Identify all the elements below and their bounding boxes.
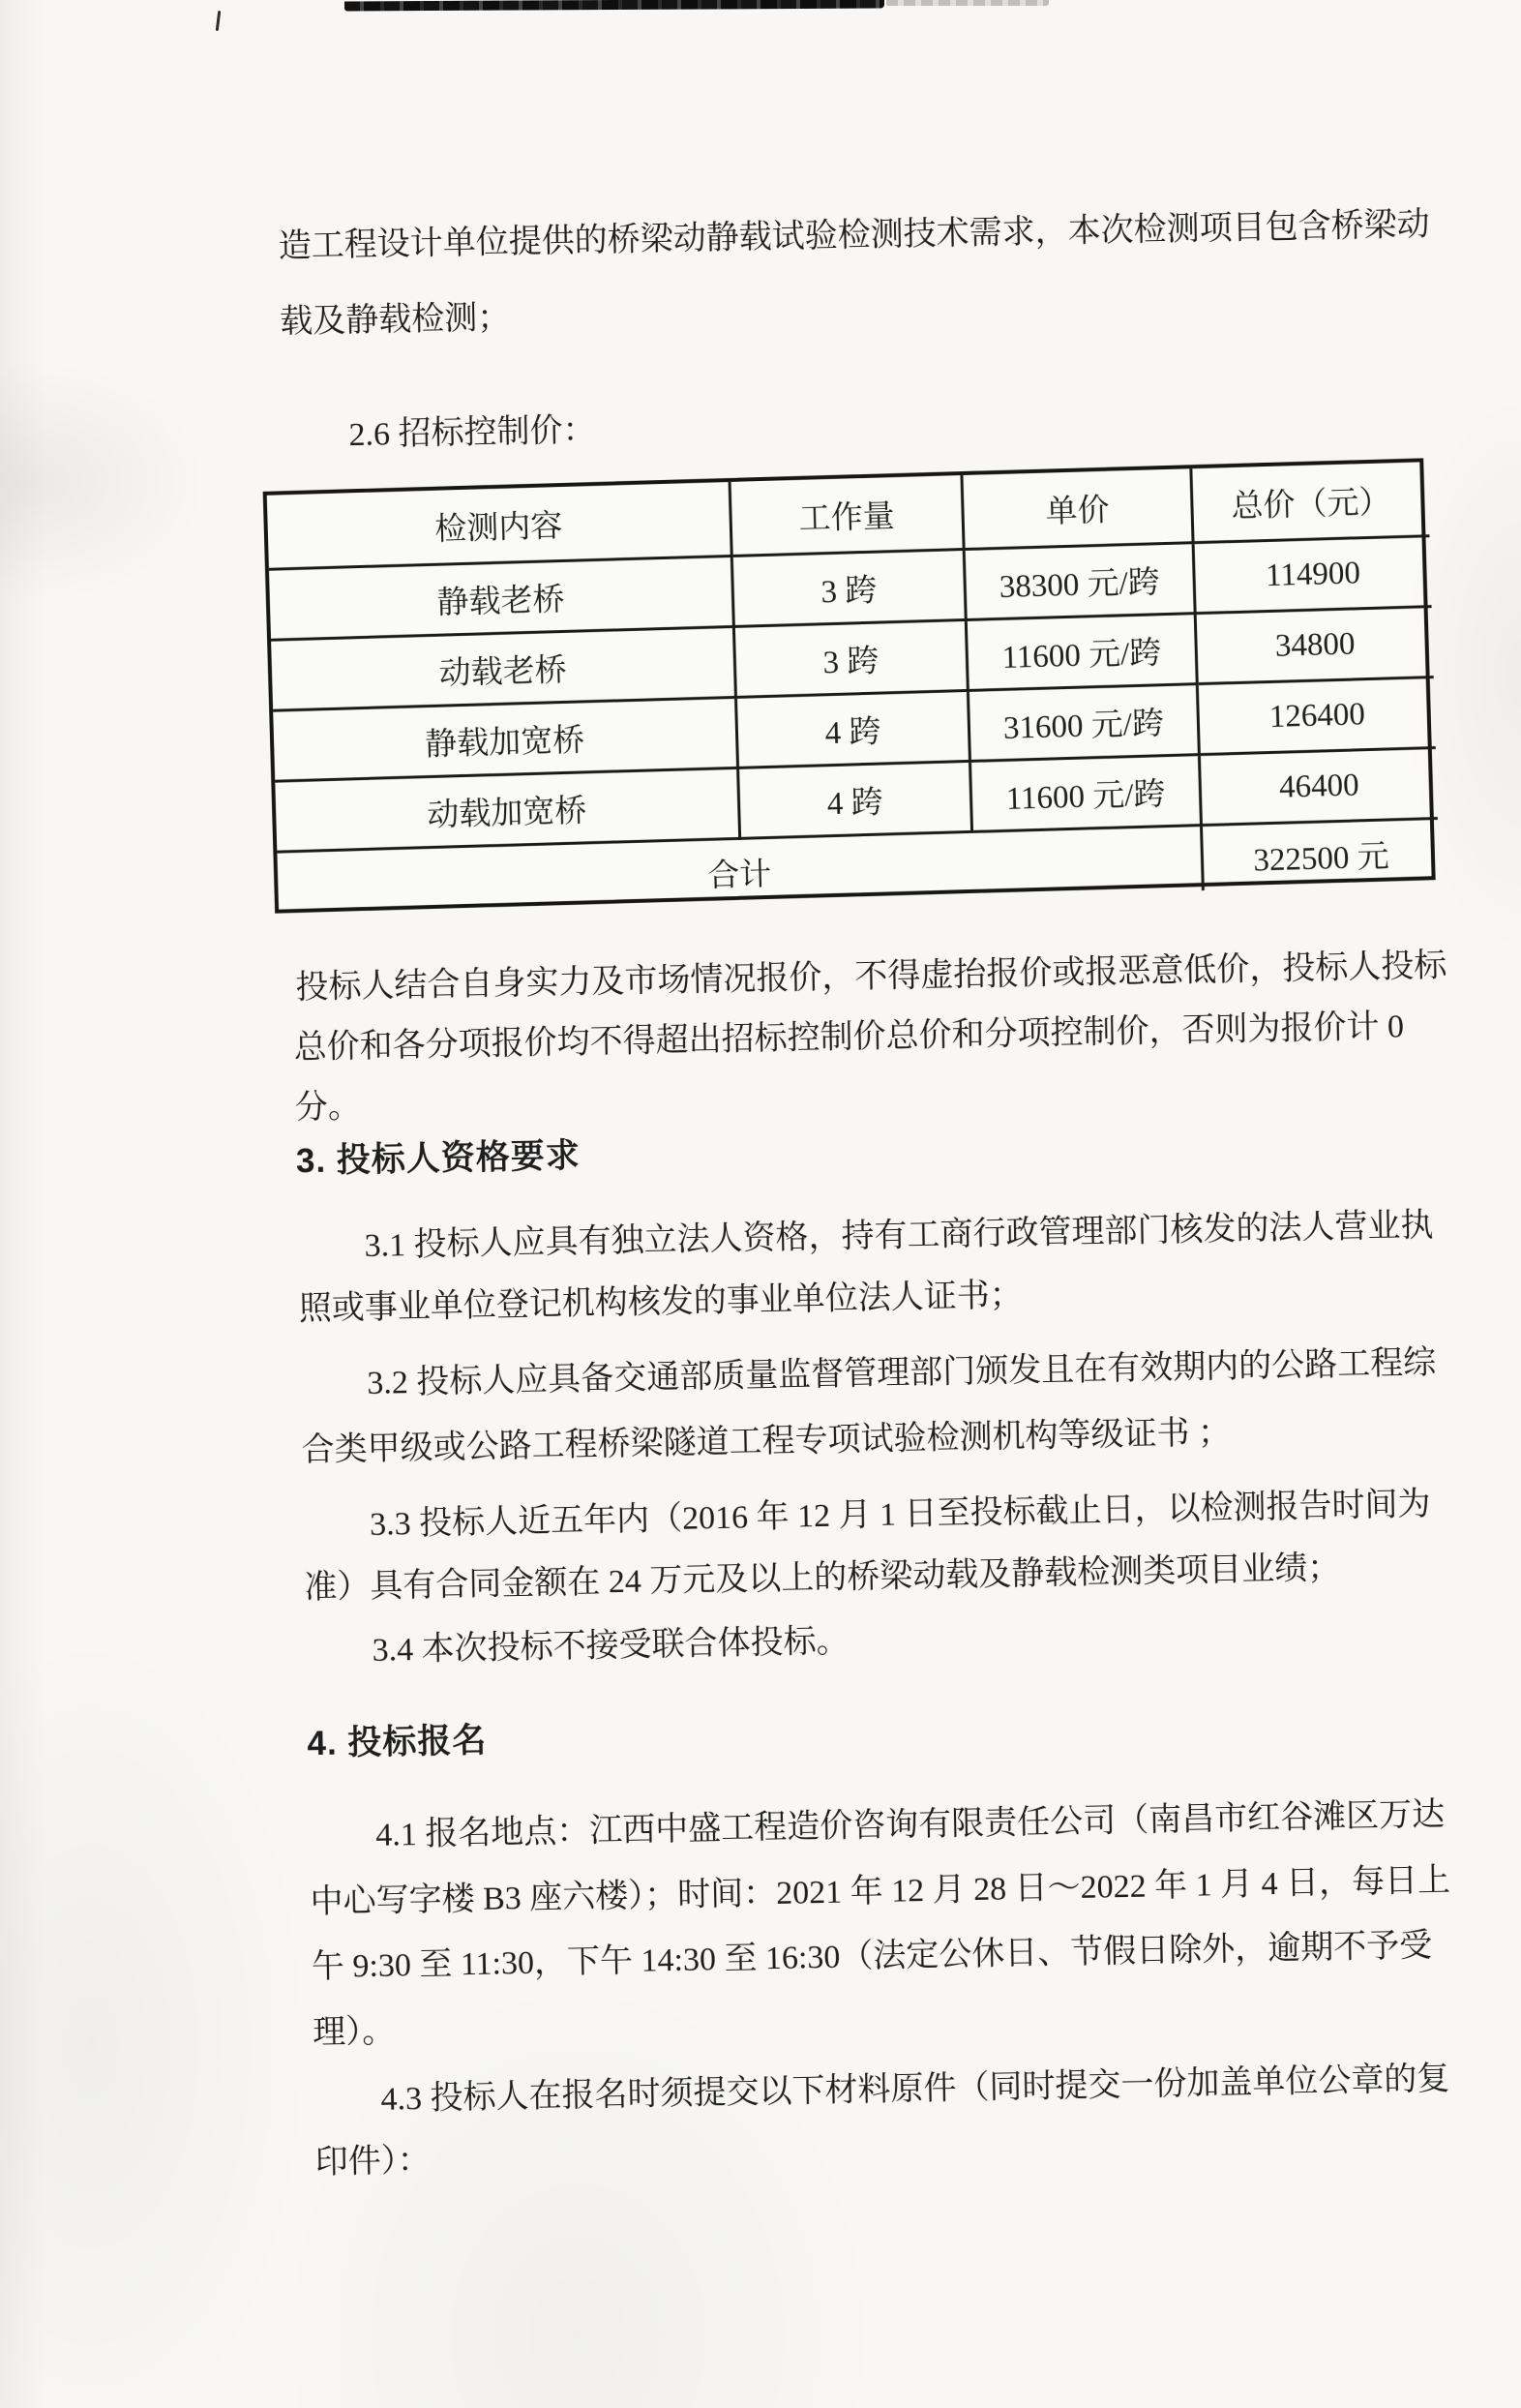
table-cell: 114900 <box>1195 537 1432 615</box>
table-header-cell: 工作量 <box>731 475 966 557</box>
item-3-3-line-2: 准）具有合同金额在 24 万元及以上的桥梁动载及静载检测类项目业绩； <box>304 1550 1341 1607</box>
pricing-note-line-1: 投标人结合自身实力及市场情况报价，不得虚抬报价或报恶意低价，投标人投标 <box>295 948 1447 1007</box>
item-3-2-line-2: 合类甲级或公路工程桥梁隧道工程专项试验检测机构等级证书 ； <box>301 1414 1232 1469</box>
pricing-note-line-2: 总价和各分项报价均不得超出招标控制价总价和分项控制价，否则为报价计 0 <box>293 1008 1405 1067</box>
table-cell: 34800 <box>1197 608 1434 685</box>
intro-line-1: 造工程设计单位提供的桥梁动静载试验检测技术需求，本次检测项目包含桥梁动 <box>278 206 1430 265</box>
item-3-1-line-2: 照或事业单位登记机构核发的事业单位法人证书； <box>298 1277 1024 1328</box>
pricing-note-line-3: 分。 <box>294 1089 362 1127</box>
section-3-heading: 3. 投标人资格要求 <box>295 1136 582 1181</box>
table-header-cell: 总价（元） <box>1192 462 1429 544</box>
table-cell: 3 跨 <box>735 621 969 699</box>
table-cell: 3 跨 <box>733 551 968 628</box>
table-cell: 静载老桥 <box>269 557 735 642</box>
table-cell: 动载加宽桥 <box>275 769 741 854</box>
item-3-4-line-1: 3.4 本次投标不接受联合体投标。 <box>372 1623 850 1669</box>
table-total-value-cell: 322500 元 <box>1252 839 1390 879</box>
table-total-label-cell: 合计 <box>277 827 1205 918</box>
intro-line-2: 载及静载检测； <box>279 299 511 341</box>
table-cell: 11600 元/跨 <box>971 756 1203 833</box>
item-4-1-line-3: 午 9:30 至 11:30，下午 14:30 至 16:30（法定公休日、节假日除外，逾期不予受 <box>311 1927 1433 1986</box>
table-cell: 126400 <box>1199 678 1436 756</box>
table-header-cell: 单价 <box>963 468 1194 551</box>
item-3-2-line-1: 3.2 投标人应具备交通部质量监督管理部门颁发且在有效期内的公路工程综 <box>367 1344 1437 1401</box>
item-4-1-line-4: 理）。 <box>312 2013 396 2052</box>
table-cell: 46400 <box>1201 749 1438 827</box>
table-cell: 静载加宽桥 <box>273 699 739 783</box>
table-cell: 4 跨 <box>739 763 973 840</box>
item-4-3-line-2: 印件）： <box>314 2142 432 2182</box>
table-cell: 31600 元/跨 <box>969 685 1201 763</box>
control-price-heading: 2.6 招标控制价： <box>348 412 596 454</box>
item-4-1-line-2: 中心写字楼 B3 座六楼）；时间：2021 年 12 月 28 日～2022 年 1 月 4 日，每日上 <box>310 1862 1451 1921</box>
item-4-3-line-1: 4.3 投标人在报名时须提交以下材料原件（同时提交一份加盖单位公章的复 <box>380 2061 1450 2118</box>
item-3-3-line-1: 3.3 投标人近五年内（2016 年 12 月 1 日至投标截止日，以检测报告时间为 <box>369 1486 1431 1543</box>
bid-control-price-table <box>263 458 1436 913</box>
table-cell: 4 跨 <box>737 692 971 769</box>
table-cell: 38300 元/跨 <box>966 544 1197 621</box>
item-4-1-line-1: 4.1 报名地点：江西中盛工程造价咨询有限责任公司（南昌市红谷滩区万达 <box>374 1796 1446 1853</box>
table-header-cell: 检测内容 <box>267 482 733 571</box>
section-4-heading: 4. 投标报名 <box>307 1721 488 1763</box>
table-cell: 动载老桥 <box>271 628 737 712</box>
table-cell: 11600 元/跨 <box>968 615 1199 692</box>
item-3-1-line-1: 3.1 投标人应具有独立法人资格，持有工商行政管理部门核发的法人营业执 <box>364 1207 1434 1265</box>
